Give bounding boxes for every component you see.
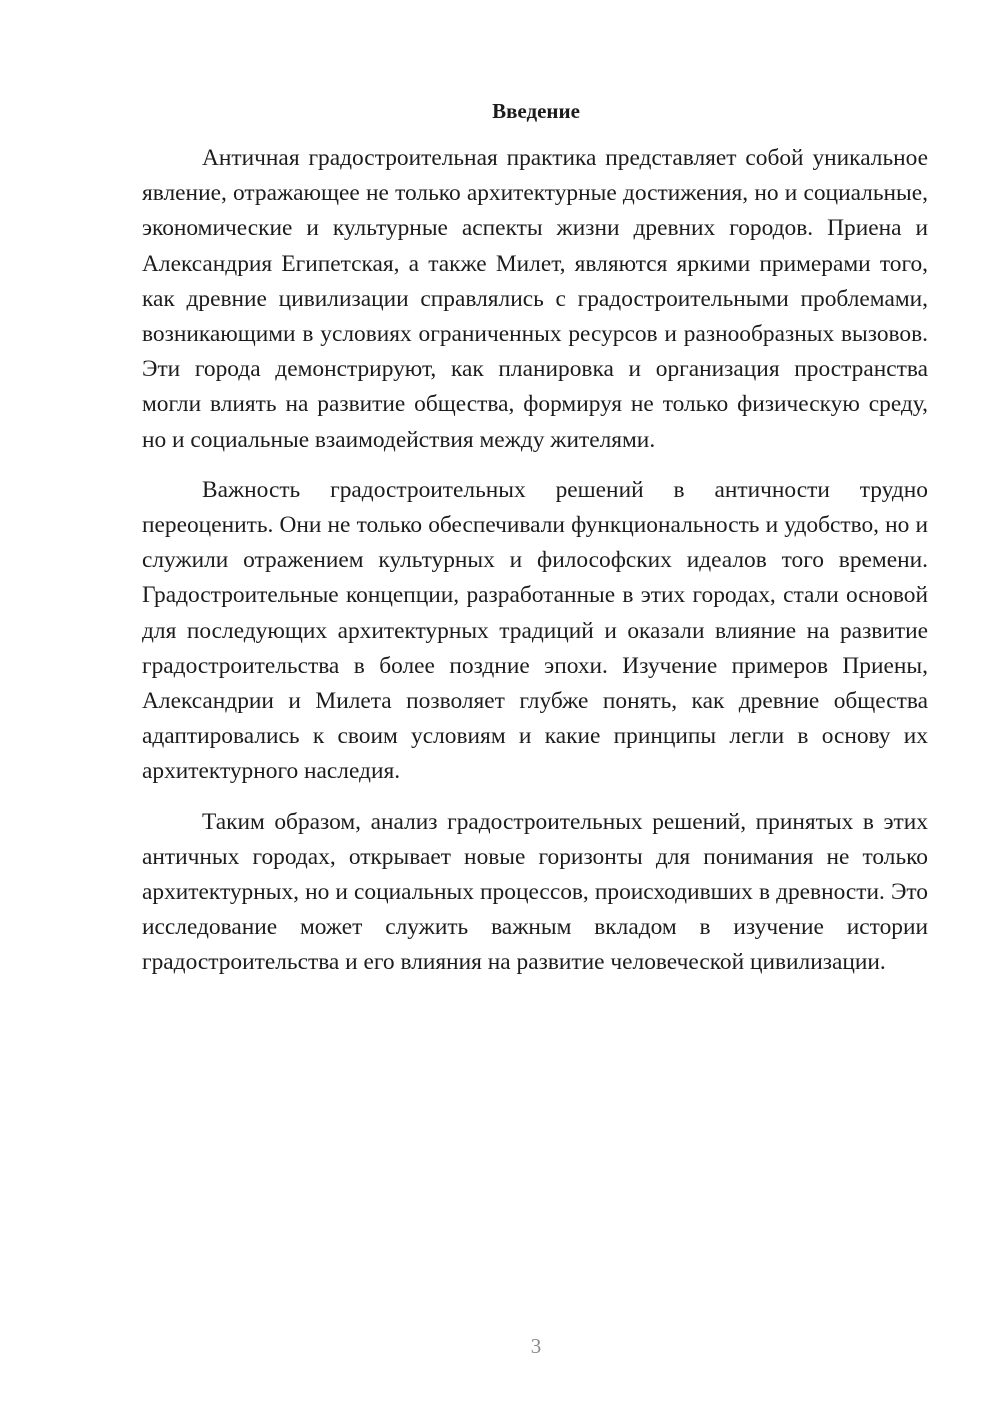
paragraph-1: Античная градостроительная практика представляет собой уникальное явление, отражающее не только архитектурные достижения, но и социальные, экономические и культурные аспекты жизни древних городов. Приена и Александрия Египетская, а также Милет, являются яркими примерами того, как древние цивилизации справлялись с градостроительными проблемами, возникающими в условиях ограниченных ресурсов и разнообразных вызовов. Эти города демонстрируют, как планировка и организация пространства могли влиять на развитие общества, формируя не только физическую среду, но и социальные взаимодействия между жителями. xyxy=(142,145,928,453)
paragraph-2: Важность градостроительных решений в античности трудно переоценить. Они не только обеспечивали функциональность и удобство, но и служили отражением культурных и философских идеалов того времени. Градостроительные концепции, разработанные в этих городах, стали основой для последующих архитектурных традиций и оказали влияние на развитие градостроительства в более поздние эпохи. Изучение примеров Приены, Александрии и Милета позволяет глубже понять, как древние общества адаптировались к своим условиям и какие принципы легли в основу их архитектурного наследия. xyxy=(142,476,928,785)
page-number: 3 xyxy=(530,1334,542,1358)
section-title: Введение xyxy=(492,99,580,123)
body-text xyxy=(142,141,928,996)
paragraph-3: Таким образом, анализ градостроительных решений, принятых в этих античных городах, открывает новые горизонты для понимания не только архитектурных, но и социальных процессов, происходивших в древности. Это исследование может служить важным вкладом в изучение истории градостроительства и его влияния на развитие человеческой цивилизации. xyxy=(142,808,928,976)
